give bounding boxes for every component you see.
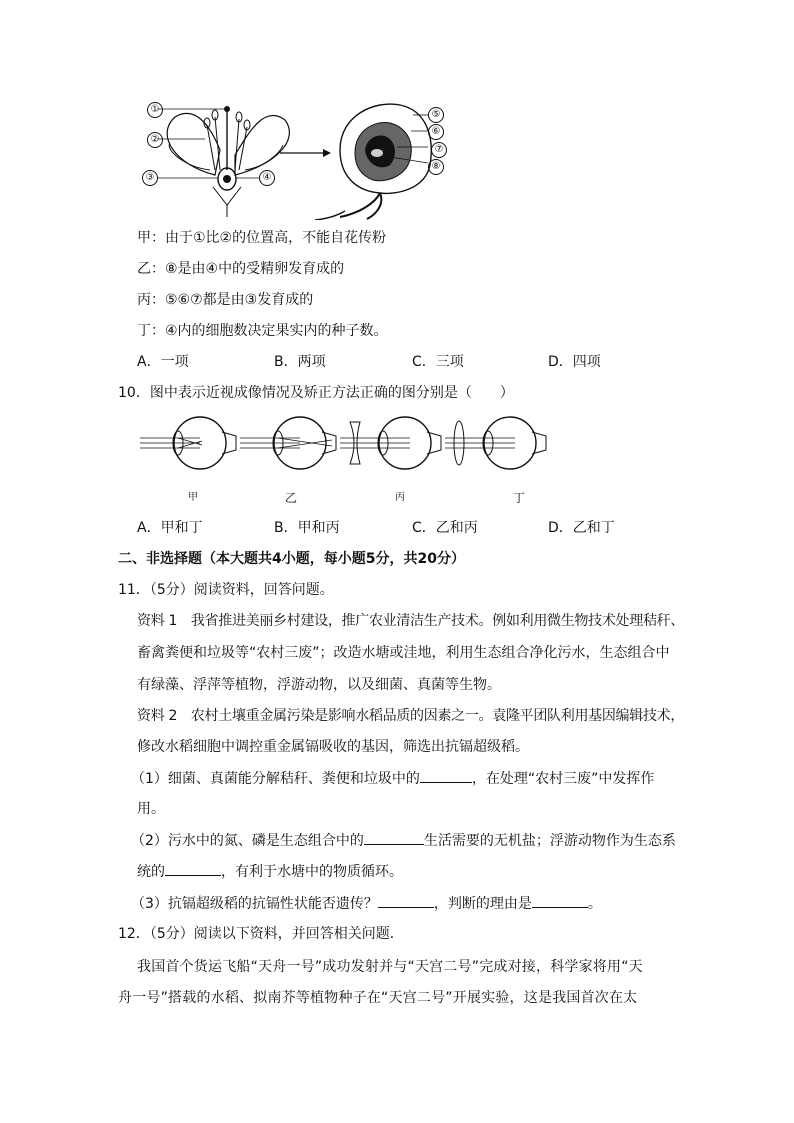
q9-option-c[interactable]: C．三项	[412, 354, 464, 370]
q9-statement-jia: 甲：由于①比②的位置高，不能自花传粉	[137, 230, 387, 246]
fruit-label-8: ⑧	[428, 159, 444, 175]
q11-sub2	[131, 830, 676, 851]
flower-label-2: ②	[147, 132, 163, 148]
q12-line2: 舟一号”搭载的水稻、拟南芥等植物种子在“天宫二号”开展实验，这是我国首次在太	[118, 990, 638, 1006]
q11-sub2-blank-1[interactable]	[364, 830, 424, 845]
q9-statement-bing: 丙：⑤⑥⑦都是由③发育成的	[137, 292, 314, 308]
section-2-title: 二、非选择题（本大题共4小题，每小题5分，共20分）	[118, 551, 465, 567]
q11-sub2-text-b: 生活需要的无机盐；浮游动物作为生态系	[423, 833, 676, 849]
q11-sub3-text-c: 。	[587, 896, 602, 912]
q11-sub3	[131, 893, 602, 914]
q11-sub2-text-d: ，有利于水塘中的物质循环。	[221, 864, 403, 880]
q9-statement-yi: 乙：⑧是由④中的受精卵发育成的	[137, 261, 345, 277]
q9-option-d[interactable]: D．四项	[548, 354, 601, 370]
q10-option-d[interactable]: D．乙和丁	[548, 520, 615, 536]
q11-sub1-text-a: （1）细菌、真菌能分解秸秆、粪便和垃圾中的	[131, 771, 420, 787]
q11-sub1-cont: 用。	[137, 801, 165, 817]
q11-sub3-text-b: ，判断的理由是	[433, 896, 532, 912]
q11-sub3-blank-2[interactable]	[532, 893, 588, 908]
eye-label-yi: 乙	[285, 491, 298, 505]
q9-option-b[interactable]: B．两项	[274, 354, 326, 370]
q11-material1-line3: 有绿藻、浮萍等植物，浮游动物，以及细菌、真菌等生物。	[137, 677, 501, 693]
eye-diagrams-figure	[140, 408, 560, 486]
q12-stem: 12．（5分）阅读以下资料，并回答相关问题．	[118, 926, 404, 942]
fruit-label-7: ⑦	[431, 142, 447, 158]
q12-line1: 我国首个货运飞船“天舟一号”成功发射并与“天宫二号”完成对接，科学家将用“天	[137, 959, 643, 975]
q11-material1-line2: 畜禽粪便和垃圾等“农村三废”；改造水塘或洼地，利用生态组合净化污水，生态组合中	[137, 645, 670, 661]
q11-sub3-blank-1[interactable]	[378, 893, 434, 908]
q10-option-b[interactable]: B．甲和丙	[274, 520, 340, 536]
q11-sub2-text-c: 统的	[137, 864, 165, 880]
fruit-label-6: ⑥	[428, 124, 444, 140]
q11-sub3-text-a: （3）抗镉超级稻的抗镉性状能否遗传？	[131, 896, 378, 912]
flower-label-4: ④	[259, 170, 275, 186]
q11-stem: 11．（5分）阅读资料，回答问题。	[118, 582, 334, 598]
q11-material2-line2: 修改水稻细胞中调控重金属镉吸收的基因，筛选出抗镉超级稻。	[137, 739, 529, 755]
flower-fruit-figure	[135, 95, 465, 220]
eye-label-ding: 丁	[513, 491, 526, 505]
q11-sub2-cont	[137, 861, 403, 882]
flower-label-3: ③	[142, 170, 158, 186]
flower-label-1: ①	[147, 102, 163, 118]
q11-material1-line1: 资料 1 我省推进美丽乡村建设，推广农业清洁生产技术。例如利用微生物技术处理秸秆、	[137, 613, 685, 629]
q11-material2-line1: 资料 2 农村土壤重金属污染是影响水稻品质的因素之一。袁隆平团队利用基因编辑技术，	[137, 708, 685, 724]
q11-sub2-blank-2[interactable]	[165, 861, 221, 876]
eye-label-jia: 甲	[188, 492, 198, 503]
q9-statement-ding: 丁：④内的细胞数决定果实内的种子数。	[137, 323, 388, 339]
q10-option-c[interactable]: C．乙和丙	[412, 520, 478, 536]
q10-stem: 10．图中表示近视成像情况及矫正方法正确的图分别是（ ）	[118, 385, 514, 401]
fruit-label-5: ⑤	[428, 107, 444, 123]
q11-sub1	[131, 768, 654, 789]
eye-label-bing: 丙	[395, 492, 405, 503]
q11-sub1-text-b: ，在处理“农村三废”中发挥作	[471, 771, 655, 787]
q11-sub2-text-a: （2）污水中的氮、磷是生态组合中的	[131, 833, 364, 849]
q9-option-a[interactable]: A．一项	[137, 354, 189, 370]
q10-option-a[interactable]: A．甲和丁	[137, 520, 203, 536]
q11-sub1-blank[interactable]	[420, 768, 472, 783]
